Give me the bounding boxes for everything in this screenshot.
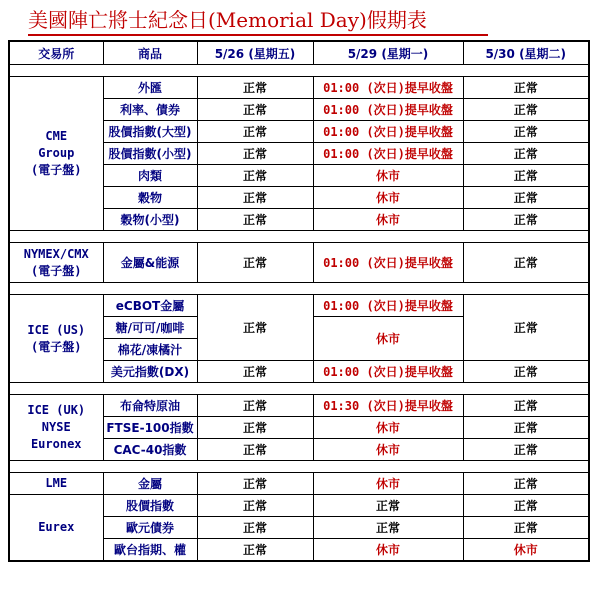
holiday-schedule-table <box>8 40 590 562</box>
status-cell: 休市 <box>313 539 463 562</box>
product-cell: 糖/可可/咖啡 <box>103 317 197 339</box>
exchange-eurex: Eurex <box>9 495 103 562</box>
status-cell: 正常 <box>463 417 589 439</box>
status-cell: 01:30 (次日)提早收盤 <box>313 395 463 417</box>
status-cell: 正常 <box>197 243 313 283</box>
status-cell: 01:00 (次日)提早收盤 <box>313 295 463 317</box>
status-cell: 休市 <box>313 473 463 495</box>
status-cell: 01:00 (次日)提早收盤 <box>313 77 463 99</box>
exchange-lme: LME <box>9 473 103 495</box>
status-cell: 正常 <box>197 165 313 187</box>
product-cell: 股價指數 <box>103 495 197 517</box>
status-cell: 正常 <box>463 295 589 361</box>
status-cell: 正常 <box>463 121 589 143</box>
status-cell: 正常 <box>463 143 589 165</box>
status-cell: 正常 <box>197 495 313 517</box>
header-day1: 5/26 (星期五) <box>197 41 313 65</box>
status-cell: 正常 <box>197 295 313 361</box>
exchange-ice-uk: ICE (UK) NYSE Euronex <box>9 395 103 461</box>
status-cell: 正常 <box>463 77 589 99</box>
status-cell: 正常 <box>197 417 313 439</box>
header-product: 商品 <box>103 41 197 65</box>
status-cell: 正常 <box>463 99 589 121</box>
status-cell: 正常 <box>313 517 463 539</box>
product-cell: 股價指數(大型) <box>103 121 197 143</box>
status-cell: 正常 <box>463 473 589 495</box>
product-cell: 外匯 <box>103 77 197 99</box>
status-cell: 休市 <box>313 187 463 209</box>
table-row <box>9 295 589 317</box>
product-cell: 美元指數(DX) <box>103 361 197 383</box>
status-cell: 正常 <box>313 495 463 517</box>
status-cell: 正常 <box>197 473 313 495</box>
status-cell: 休市 <box>463 539 589 562</box>
header-day3: 5/30 (星期二) <box>463 41 589 65</box>
status-cell: 正常 <box>197 99 313 121</box>
spacer-row <box>9 461 589 473</box>
status-cell: 正常 <box>197 143 313 165</box>
table-row <box>9 77 589 99</box>
exchange-nymex: NYMEX/CMX (電子盤) <box>9 243 103 283</box>
status-cell: 正常 <box>463 495 589 517</box>
product-cell: CAC-40指數 <box>103 439 197 461</box>
product-cell: 利率、債券 <box>103 99 197 121</box>
product-cell: 金屬 <box>103 473 197 495</box>
status-cell: 01:00 (次日)提早收盤 <box>313 143 463 165</box>
status-cell: 休市 <box>313 165 463 187</box>
status-cell: 正常 <box>463 517 589 539</box>
status-cell: 正常 <box>197 187 313 209</box>
status-cell: 01:00 (次日)提早收盤 <box>313 361 463 383</box>
spacer-row <box>9 383 589 395</box>
product-cell: FTSE-100指數 <box>103 417 197 439</box>
product-cell: 布侖特原油 <box>103 395 197 417</box>
table-row <box>9 473 589 495</box>
product-cell: 肉類 <box>103 165 197 187</box>
status-cell: 正常 <box>197 361 313 383</box>
status-cell: 休市 <box>313 317 463 361</box>
status-cell: 正常 <box>197 209 313 231</box>
status-cell: 正常 <box>463 361 589 383</box>
spacer-row <box>9 283 589 295</box>
header-exchange: 交易所 <box>9 41 103 65</box>
status-cell: 正常 <box>463 439 589 461</box>
spacer-row <box>9 65 589 77</box>
status-cell: 01:00 (次日)提早收盤 <box>313 121 463 143</box>
header-row <box>9 41 589 65</box>
status-cell: 正常 <box>197 439 313 461</box>
table-row <box>9 495 589 517</box>
product-cell: 穀物 <box>103 187 197 209</box>
status-cell: 正常 <box>197 77 313 99</box>
status-cell: 正常 <box>197 517 313 539</box>
status-cell: 正常 <box>463 165 589 187</box>
table-row <box>9 395 589 417</box>
status-cell: 正常 <box>197 539 313 562</box>
product-cell: eCBOT金屬 <box>103 295 197 317</box>
status-cell: 休市 <box>313 209 463 231</box>
status-cell: 01:00 (次日)提早收盤 <box>313 243 463 283</box>
status-cell: 正常 <box>463 187 589 209</box>
page-title: 美國陣亡將士紀念日(Memorial Day)假期表 <box>28 6 488 36</box>
table-row <box>9 243 589 283</box>
product-cell: 金屬&能源 <box>103 243 197 283</box>
spacer-row <box>9 231 589 243</box>
status-cell: 01:00 (次日)提早收盤 <box>313 99 463 121</box>
exchange-ice-us: ICE (US) (電子盤) <box>9 295 103 383</box>
status-cell: 正常 <box>197 121 313 143</box>
header-day2: 5/29 (星期一) <box>313 41 463 65</box>
status-cell: 正常 <box>463 243 589 283</box>
status-cell: 正常 <box>463 395 589 417</box>
status-cell: 正常 <box>197 395 313 417</box>
product-cell: 穀物(小型) <box>103 209 197 231</box>
product-cell: 棉花/凍橘汁 <box>103 339 197 361</box>
exchange-cme: CME Group (電子盤) <box>9 77 103 231</box>
status-cell: 正常 <box>463 209 589 231</box>
product-cell: 歐元債券 <box>103 517 197 539</box>
product-cell: 股價指數(小型) <box>103 143 197 165</box>
product-cell: 歐台指期、權 <box>103 539 197 562</box>
status-cell: 休市 <box>313 417 463 439</box>
status-cell: 休市 <box>313 439 463 461</box>
